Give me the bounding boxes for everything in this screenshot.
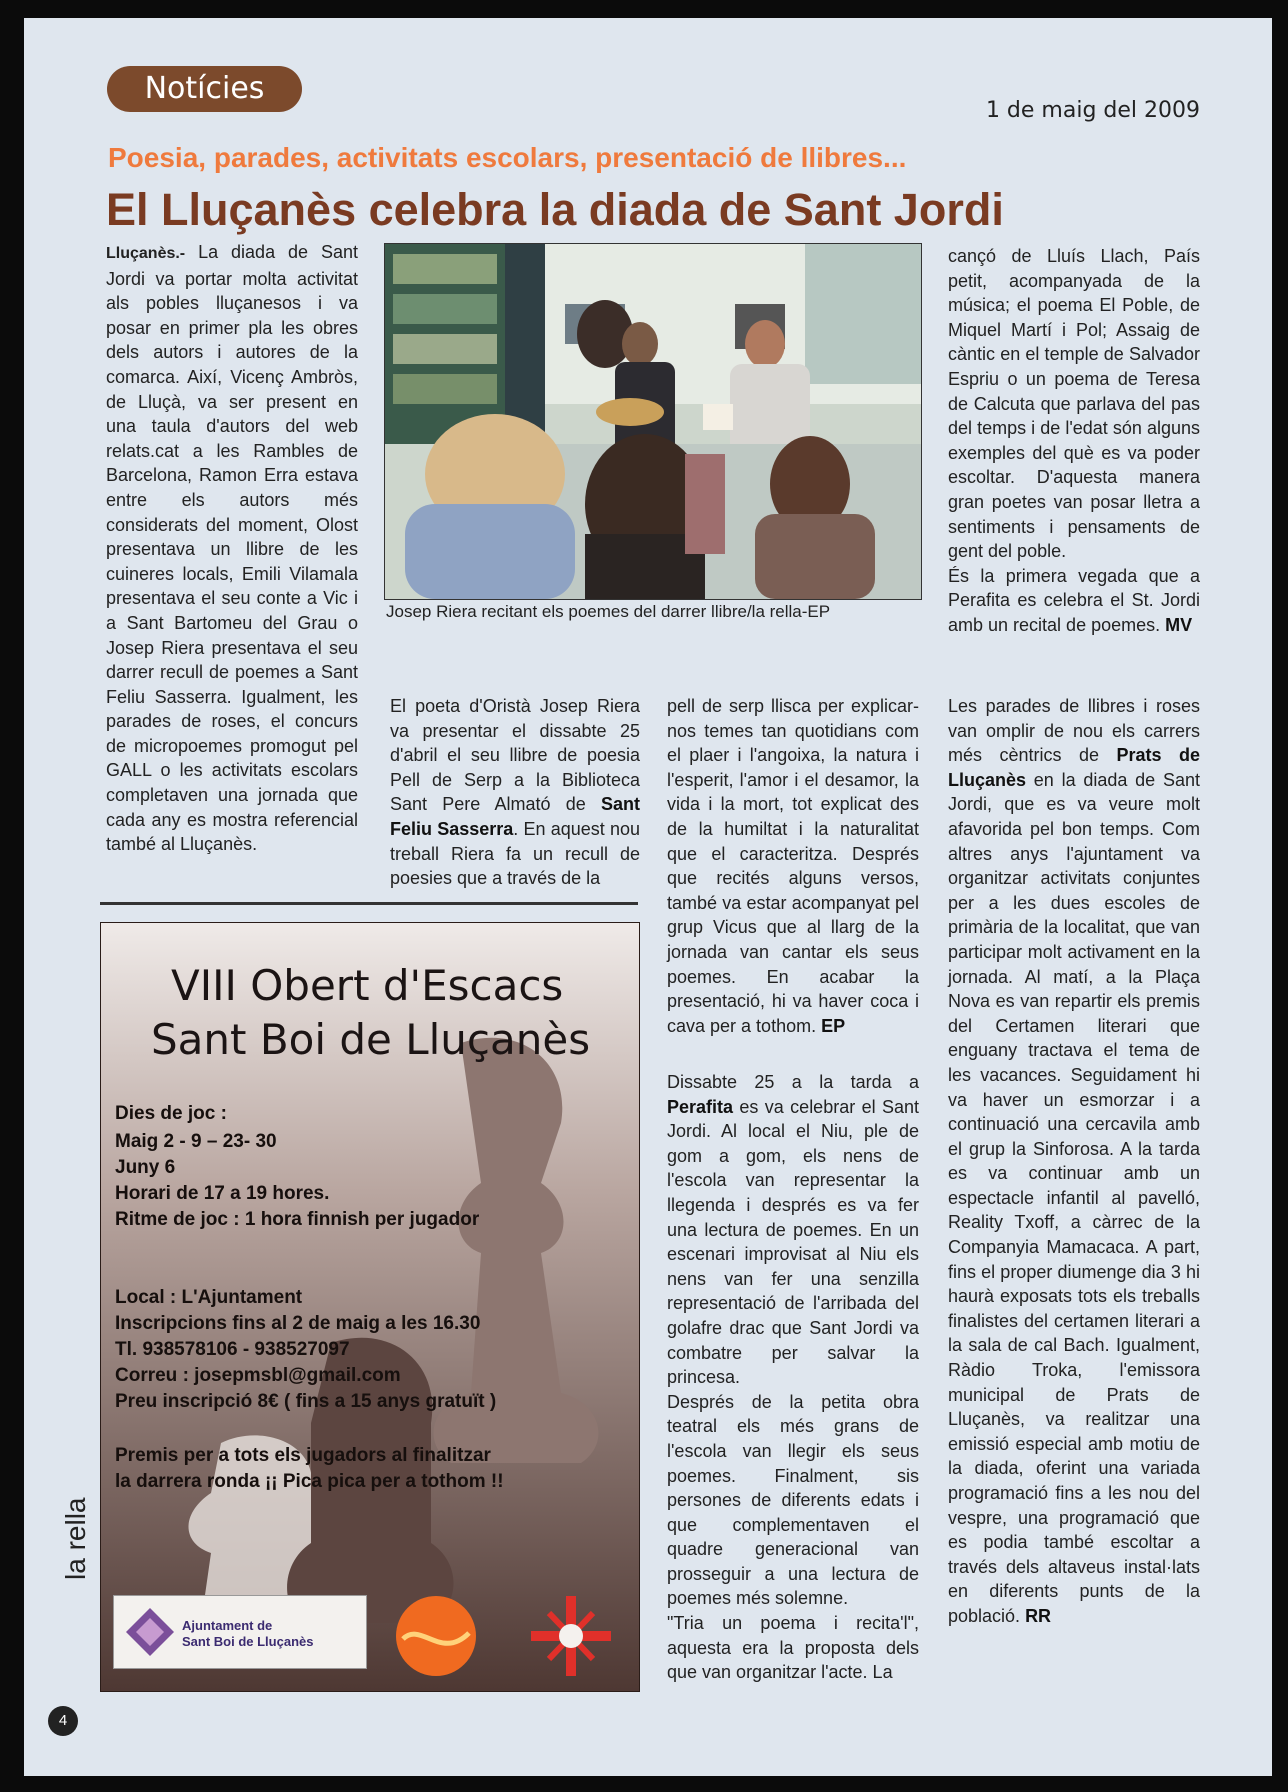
article-column-3 bbox=[667, 694, 919, 1038]
ad-line: Tl. 938578106 - 938527097 bbox=[115, 1339, 350, 1360]
page-number: 4 bbox=[48, 1706, 78, 1736]
ad-line: Ritme de joc : 1 hora finnish per jugador bbox=[115, 1209, 480, 1230]
coat-of-arms-icon bbox=[120, 1602, 180, 1662]
chess-tournament-ad bbox=[100, 922, 640, 1692]
article-column-2 bbox=[390, 694, 640, 891]
column-3-text-b1: Dissabte 25 a la tarda a bbox=[667, 1072, 919, 1092]
orange-sphere-logo-icon bbox=[381, 1591, 491, 1681]
column-3-text-b4: Després de la petita obra teatral els més grans de l'escola van llegir els seus poemes. Finalment, sis persones de diferents edats i que complementaven el quadre generacional van prosseguir a una lectura de poemes més solemne. bbox=[667, 1391, 919, 1609]
dateline: Lluçanès.- bbox=[106, 245, 186, 262]
column-4-text-c3: en la diada de Sant Jordi, que es va veure molt afavorida pel bon temps. Com altres anys l'ajuntament va organitzar activitats conjuntes per a les dues escoles de primària de la localitat, que van participar molt activament en la jornada. Al matí, a la Plaça Nova es van repartir els premis del Certamen literari que enguany tractava el tema de les vacances. Seguidament hi va haver un esmorzar i a continuació una cercavila amb el grup la Sinforosa. A la tarda es va continuar amb un espectacle infantil al pavelló, Reality Txoff, a càrrec de la Companyia Mamacaca. A part, fins el proper diumenge dia 3 hi haurà exposats tots els treballs finalistes del certamen literari a la sala de cal Bach. Igualment, Ràdio Troka, l'emissora municipal de Prats de Lluçanès, va realitzar una emissió especial amb motiu de la diada, oferint una variada programació fins a les nou del vespre, una programació que es podia també escoltar a través dels altaveus instal·lats en diferents punts de la població. bbox=[948, 769, 1200, 1626]
column-2-text-a: El poeta d'Oristà Josep Riera va presentar el dissabte 25 d'abril el seu llibre de poesia Pell de Serp a la Biblioteca Sant Pere Almató de bbox=[390, 696, 640, 815]
column-2-text-c: . En aquest nou treball Riera fa un recull de poesies que a través de la bbox=[390, 818, 640, 889]
red-cross-logo-icon bbox=[521, 1591, 621, 1681]
column-3-text-b5: "Tria un poema i recita'l", aquesta era la proposta dels que van organitzar l'acte. La bbox=[667, 1613, 919, 1683]
ad-title-line-1: VIII Obert d'Escacs bbox=[171, 961, 564, 1010]
column-4-text-a: cançó de Lluís Llach, País petit, acompanyada de la música; el poema El Poble, de Miquel Martí i Pol; Assaig de càntic en el temple de Salvador Espriu o un poema de Teresa de Calcuta que parlava del pas del temps i de l'edat són alguns exemples del què es va poder escoltar. D'aquesta manera gran poetes van posar lletra a sentiments i pensaments de gent del poble. bbox=[948, 246, 1200, 562]
author-signature-ep: EP bbox=[821, 1015, 846, 1036]
ad-title-line-2: Sant Boi de Lluçanès bbox=[151, 1015, 591, 1064]
ad-line: Correu : josepmsbl@gmail.com bbox=[115, 1365, 401, 1386]
photo-caption: Josep Riera recitant els poemes del darrer llibre/la rella-EP bbox=[386, 602, 831, 621]
place-prats: Prats de Lluçanès bbox=[948, 745, 1200, 790]
ad-line: Inscripcions fins al 2 de maig a les 16.30 bbox=[115, 1313, 481, 1334]
photo-reading-poems bbox=[385, 244, 921, 599]
sponsor-line-2: Sant Boi de Lluçanès bbox=[182, 1634, 314, 1649]
issue-date: 1 de maig del 2009 bbox=[985, 98, 1200, 123]
article-title: El Lluçanès celebra la diada de Sant Jordi bbox=[106, 184, 1004, 235]
ad-line: Horari de 17 a 19 hores. bbox=[115, 1183, 330, 1204]
ad-line: Juny 6 bbox=[115, 1157, 176, 1178]
publication-name: la rella bbox=[60, 1497, 91, 1580]
author-signature-rr: RR bbox=[1025, 1605, 1052, 1626]
column-4-text-c1: Les parades de llibres i roses van omplir de nou els carrers més cèntrics de bbox=[948, 696, 1200, 766]
column-3-text-b3: es va celebrar el Sant Jordi. Al local el Niu, ple de gom a gom, els nens de l'escola van representar la llegenda i després es va fer una lectura de poemes. En un escenari improvisat al Niu els nens van fer una senzilla representació de l'arribada del golafre drac que Sant Jordi va combatre per salvar la princesa. bbox=[667, 1096, 919, 1388]
place-sant-feliu: Sant Feliu Sasserra bbox=[390, 794, 640, 839]
ad-line: Premis per a tots els jugadors al finalitzar bbox=[115, 1445, 491, 1466]
sponsor-ajuntament-name bbox=[182, 1618, 313, 1650]
article-column-4 bbox=[948, 244, 1200, 638]
section-divider bbox=[100, 902, 638, 905]
article-column-3b bbox=[667, 1070, 919, 1685]
article-photo bbox=[384, 243, 922, 600]
column-4-text-b: És la primera vegada que a Perafita es celebra el St. Jordi amb un recital de poemes. bbox=[948, 565, 1200, 635]
section-badge: Notícies bbox=[107, 66, 302, 112]
sponsor-ajuntament-logo bbox=[113, 1595, 367, 1669]
column-3-text-a: pell de serp llisca per explicar-nos temes tan quotidians com el plaer i l'angoixa, la natura i l'esperit, l'amor i el desamor, la vida i la mort, tot explicat des de la humiltat i la naturalitat que el caracteritza. Després que recités alguns versos, també va estar acompanyat pel grup Vicus que al llarg de la jornada van cantar els seus poemes. En acabar la presentació, hi va haver coca i cava per a tothom. bbox=[667, 696, 919, 1036]
ad-line: Local : L'Ajuntament bbox=[115, 1287, 303, 1308]
article-column-4b bbox=[948, 694, 1200, 1629]
ad-line: Preu inscripció 8€ ( fins a 15 anys gratuït ) bbox=[115, 1391, 497, 1412]
place-perafita: Perafita bbox=[667, 1096, 734, 1117]
ad-line: Dies de joc : bbox=[115, 1103, 227, 1124]
article-column-1 bbox=[106, 240, 358, 857]
author-signature-mv: MV bbox=[1165, 614, 1193, 635]
article-subtitle: Poesia, parades, activitats escolars, presentació de llibres... bbox=[108, 142, 907, 173]
ad-line: Maig 2 - 9 – 23- 30 bbox=[115, 1131, 277, 1152]
sponsor-line-1: Ajuntament de bbox=[182, 1618, 273, 1633]
ad-line: la darrera ronda ¡¡ Pica pica per a tothom !! bbox=[115, 1471, 504, 1492]
column-1-text: La diada de Sant Jordi va portar molta activitat als pobles lluçanesos i va posar en primer pla les obres dels autors i autores de la comarca. Així, Vicenç Ambròs, de Lluçà, va ser present en una taula d'autors del web relats.cat a les Rambles de Barcelona, Ramon Erra estava entre els autors més considerats del moment, Olost presentava un llibre de les cuineres locals, Emili Vilamala presentava el seu conte a Vic i a Sant Bartomeu del Grau o Josep Riera presentava el seu darrer recull de poemes a Sant Feliu Sasserra. Igualment, les parades de roses, el concurs de micropoemes promogut pel GALL o les activitats escolars completaven una jornada que cada any es mostra referencial també al Lluçanès. bbox=[106, 242, 358, 855]
